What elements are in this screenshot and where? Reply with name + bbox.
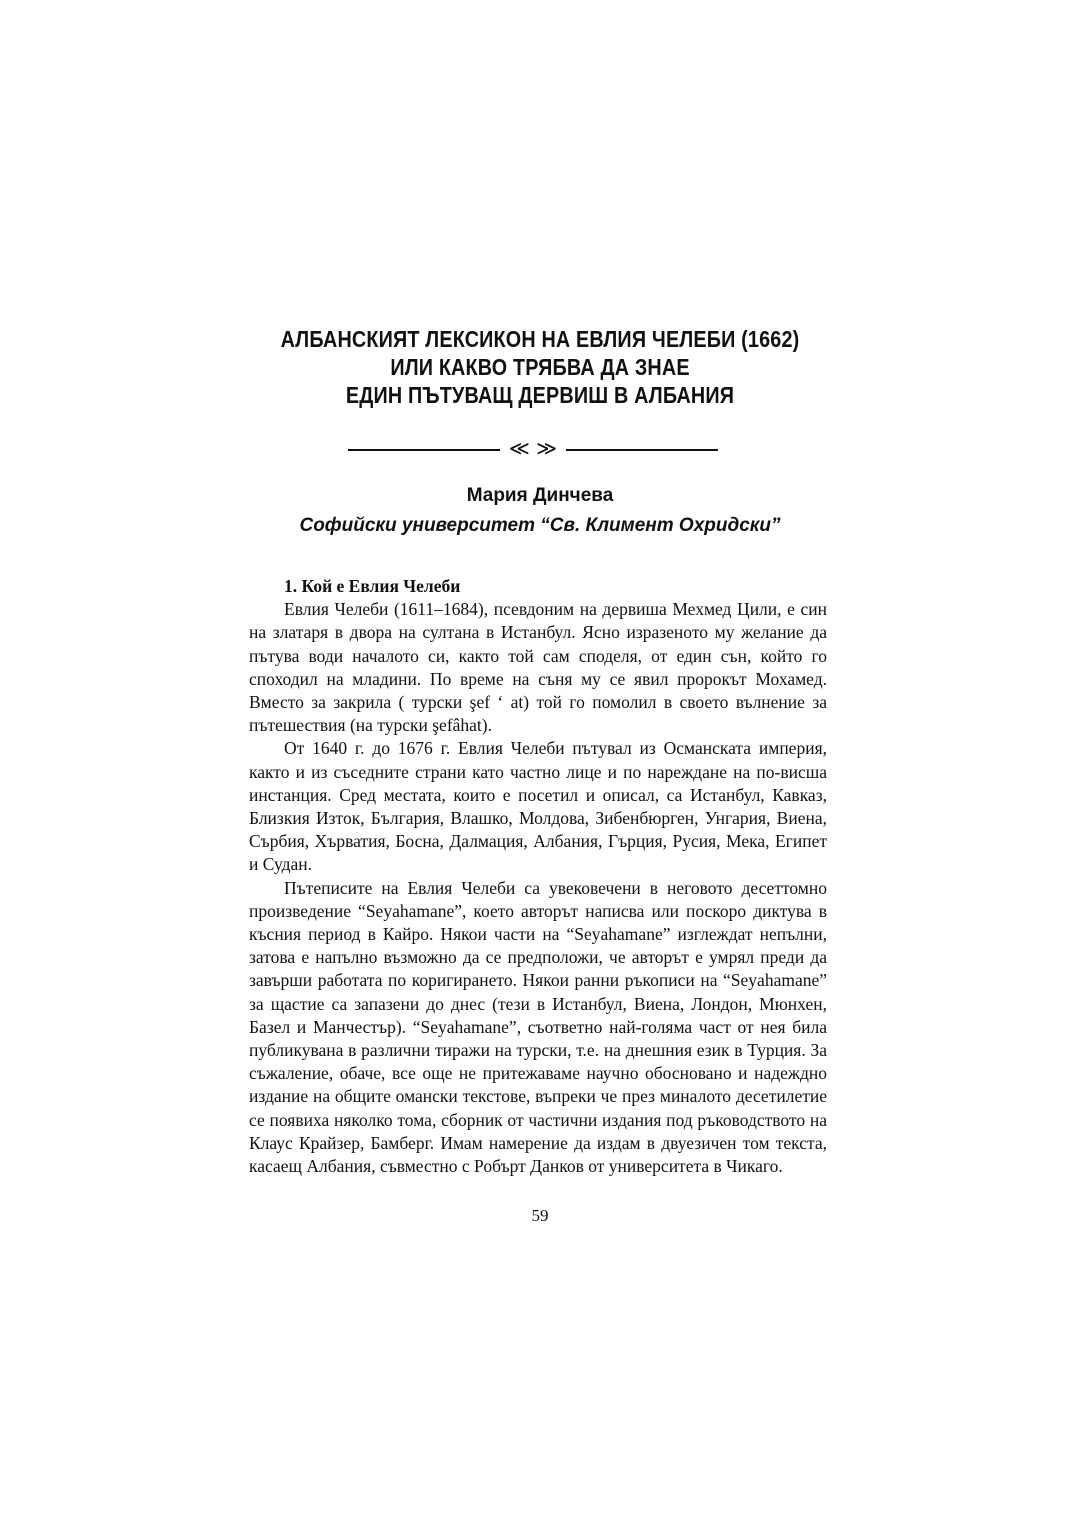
title-line-3: ЕДИН ПЪТУВАЩ ДЕРВИШ В АЛБАНИЯ [345, 382, 735, 408]
body-paragraph-3: Пътеписите на Евлия Челеби са увековечени в неговото десеттомно произведение “Seyahamane”, което авторът написва или поскоро диктува в късния период в Кайро. Някои части на “Seyahamane” изглеждат непълни, затова е напълно възможно да се предположи, че авторът е умрял преди да завърши работата по коригирането. Някои ранни ръкописи на “Seyahamane” за щастие са запазени до днес (тези в Истанбул, Виена, Лондон, Мюнхен, Базел и Манчестър). “Seyahamane”, съответно най-голяма част от нея била публикувана в различни тиражи на турски, т.е. на днешния език в Турция. За съжаление, обаче, все още не притежаваме научно обосновано и надеждно издание на общите омански текстове, въпреки че през миналото десетилетие се появиха няколко тома, сборник от частични издания под ръководството на Клаус Крайзер, Бамберг. Имам намерение да издам в двуезичен том текста, касаещ Албания, съвместно с Робърт Данков от университета в Чикаго. [249, 877, 827, 1177]
body-paragraph-2: От 1640 г. до 1676 г. Евлия Челеби пътувал из Османската империя, както и из съседните страни като частно лице и по нареждане на по-висша инстанция. Сред местата, които е посетил и описал, са Истанбул, Кавказ, Близкия Изток, България, Влашко, Молдова, Зибенбюрген, Унгария, Виена, Сърбия, Хърватия, Босна, Далмация, Албания, Гърция, Русия, Мека, Египет и Судан. [249, 738, 827, 875]
ornament-chevrons-icon: ≪ ≫ [508, 436, 558, 460]
section-heading: 1. Кой е Евлия Челеби [284, 576, 461, 596]
ornament-left-rule [348, 449, 500, 451]
body-paragraph-1: Евлия Челеби (1611–1684), псевдоним на дервиша Мехмед Цили, е син на златаря в двора на султана в Истанбул. Ясно изразеното му желание да пътува води началото си, както той сам споделя, от един сън, който го споходил на младини. По време на съня му се явил пророкът Мохамед. Вместо за закрила ( турски şef ‘ at) той го помолил в своето вълнение за пътешествия (на турски şefâhat). [249, 599, 827, 736]
ornament-right-rule [566, 449, 718, 451]
article-title [76, 325, 1005, 409]
article-body [249, 575, 827, 1178]
page-number: 59 [531, 1206, 549, 1225]
author-affiliation: Софийски университет “Св. Климент Охридски” [299, 515, 781, 536]
title-ornament-divider [348, 436, 718, 460]
author-name: Мария Динчева [466, 485, 614, 506]
title-line-2: ИЛИ КАКВО ТРЯБВА ДА ЗНАЕ [390, 354, 690, 380]
title-line-1: АЛБАНСКИЯТ ЛЕКСИКОН НА ЕВЛИЯ ЧЕЛЕБИ (1662) [280, 326, 800, 352]
